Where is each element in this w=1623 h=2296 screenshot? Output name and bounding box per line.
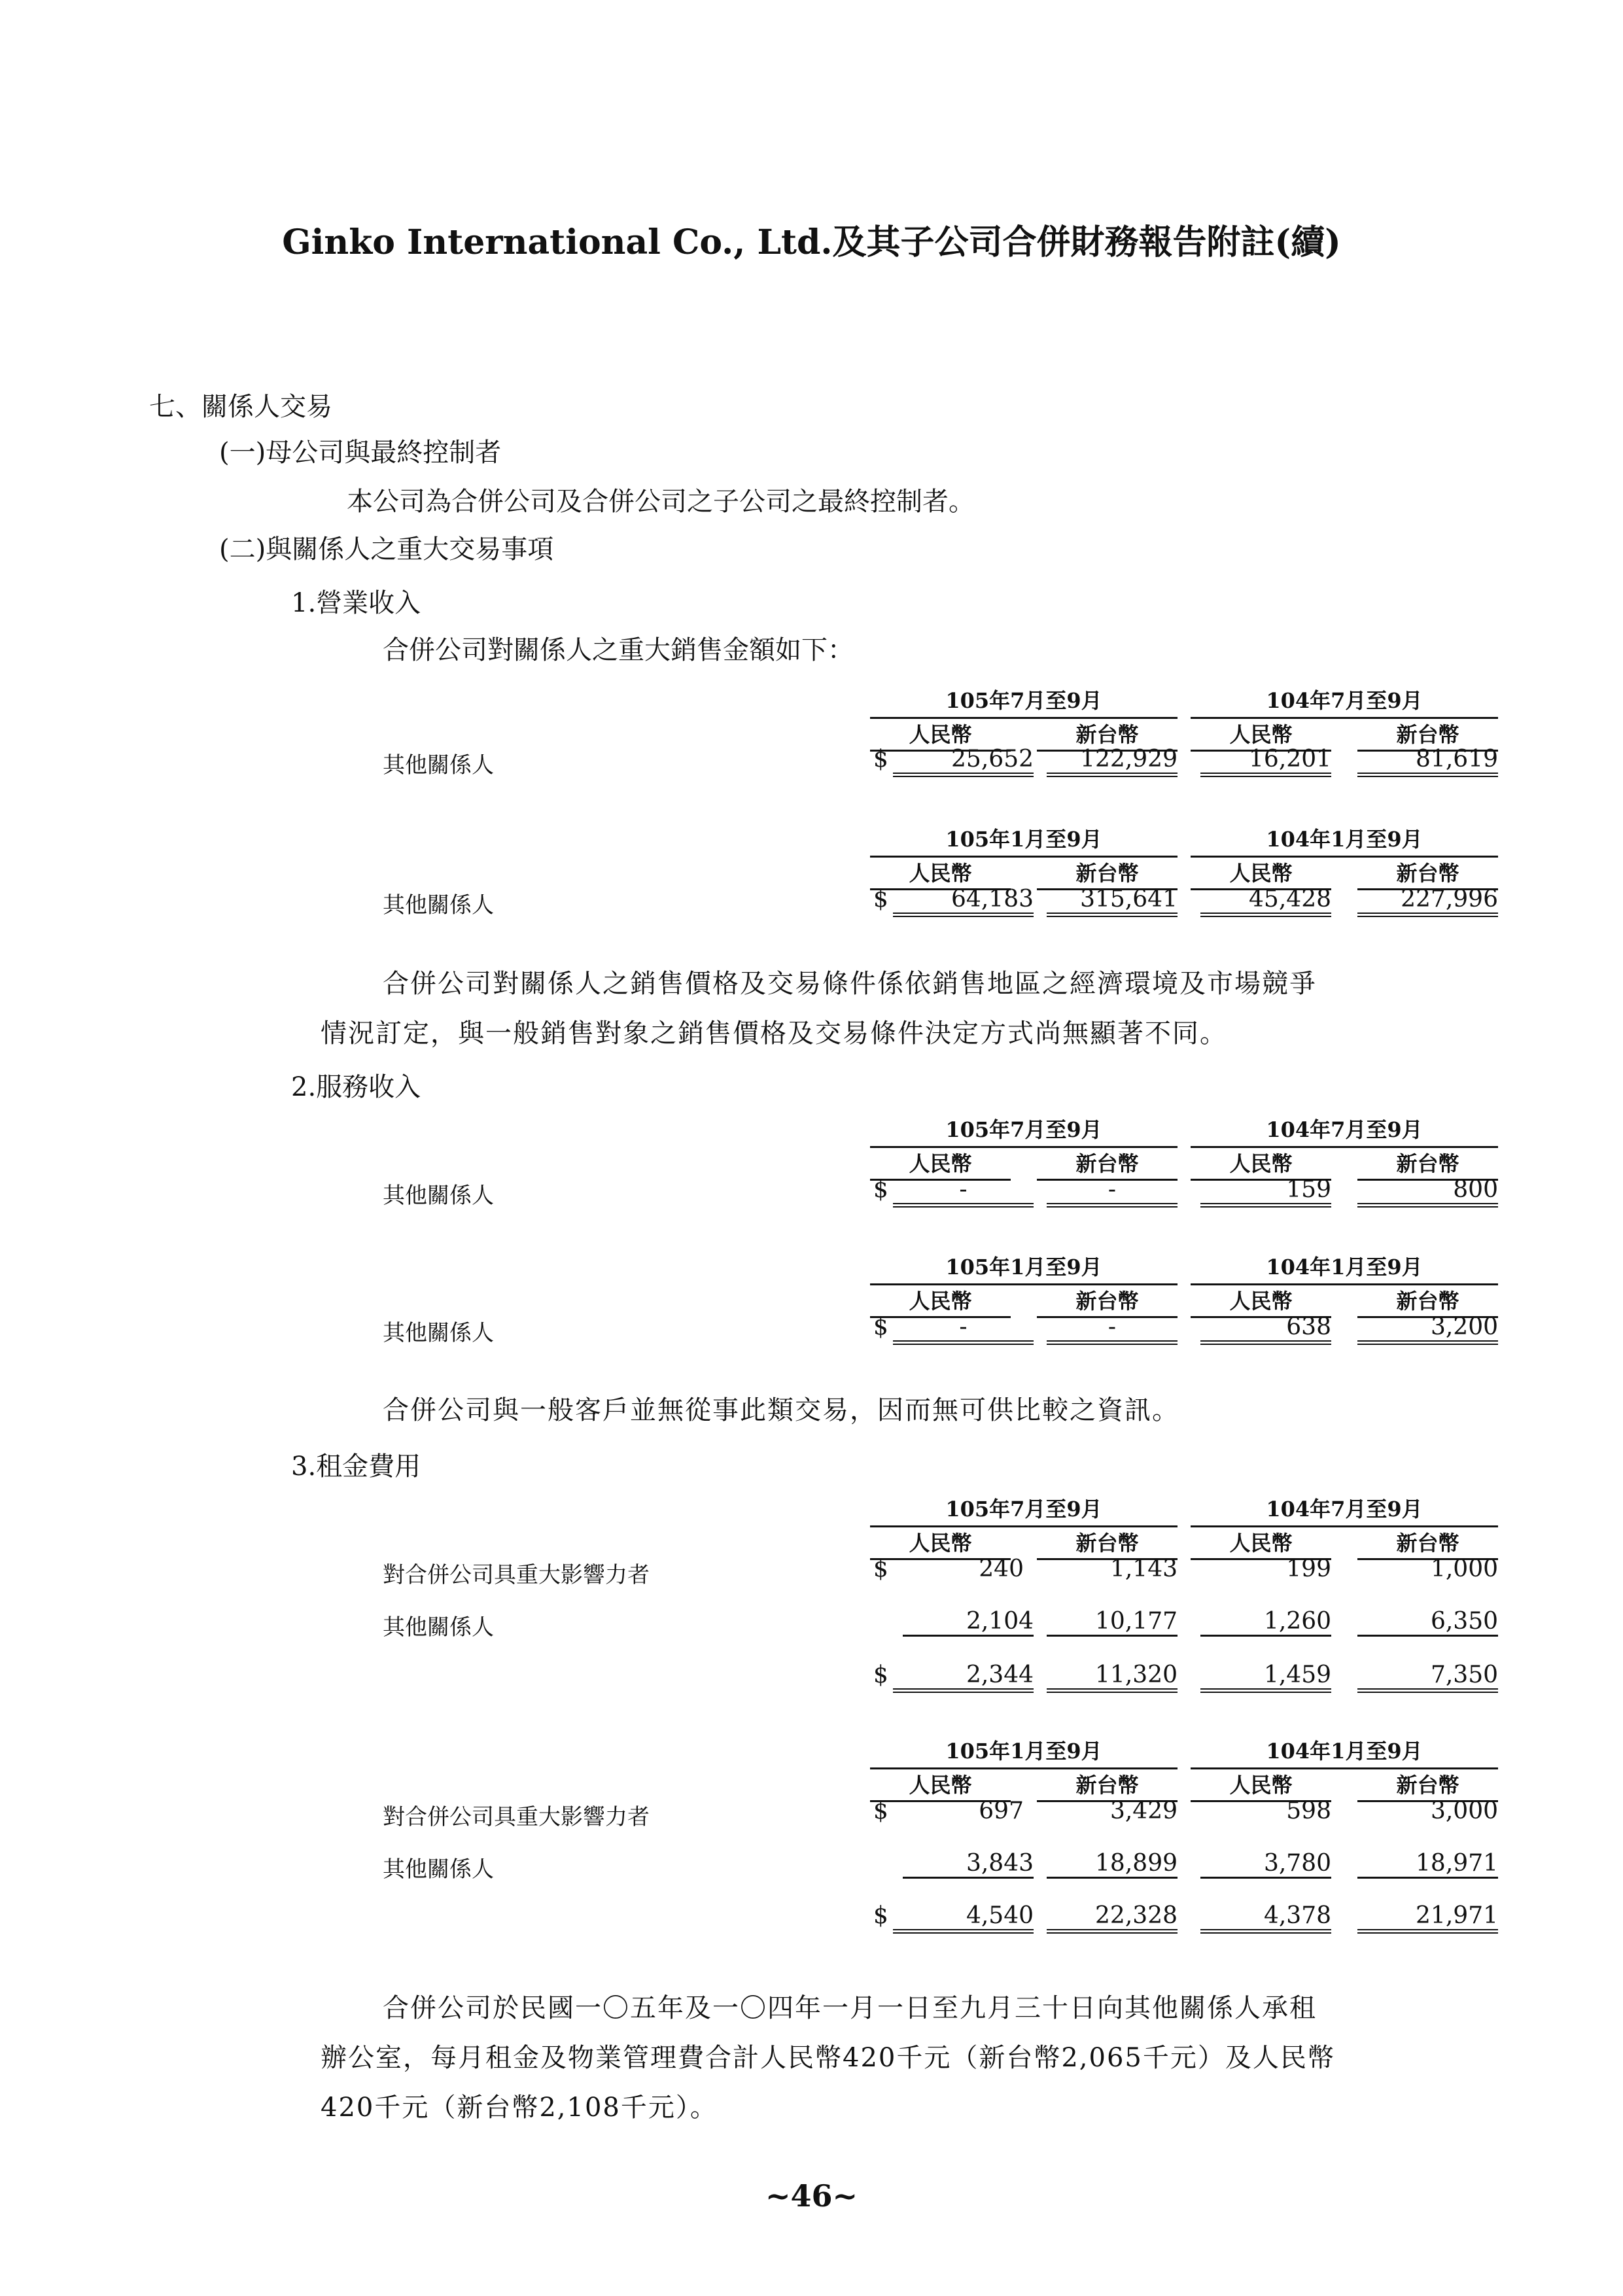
value-cell: 1,143 <box>1109 1556 1178 1582</box>
row-label: 其他關係人 <box>383 892 494 918</box>
sub2-heading: (二)與關係人之重大交易事項 <box>219 534 554 565</box>
value-cell: 3,429 <box>1109 1798 1178 1824</box>
value-cell: 45,428 <box>1200 886 1331 917</box>
item3-heading: 3.租金費用 <box>291 1452 421 1482</box>
sub1-heading: (一)母公司與最終控制者 <box>219 438 502 468</box>
value-cell: 1,260 <box>1200 1608 1331 1637</box>
sub1-text: 本公司為合併公司及合併公司之子公司之最終控制者。 <box>347 487 975 517</box>
value-cell: 3,780 <box>1200 1850 1331 1879</box>
dollar-sign: $ <box>873 1313 888 1340</box>
item3-note-line1: 合併公司於民國一〇五年及一〇四年一月一日至九月三十日向其他關係人承租 <box>383 1993 1317 2023</box>
dollar-sign: $ <box>873 1556 888 1582</box>
period-header: 105年1月至9月 <box>870 1251 1178 1285</box>
item2-note: 合併公司與一般客戶並無從事此類交易，因而無可供比較之資訊。 <box>383 1395 1179 1425</box>
total-cell: 11,320 <box>1047 1661 1178 1693</box>
currency-header: 人民幣 <box>1191 1769 1331 1802</box>
period-header: 105年7月至9月 <box>870 1493 1178 1527</box>
row-label: 其他關係人 <box>383 1856 494 1883</box>
currency-header: 人民幣 <box>1191 1147 1331 1181</box>
period-header: 104年7月至9月 <box>1191 1493 1498 1527</box>
currency-header: 新台幣 <box>1037 1527 1178 1560</box>
total-cell: 21,971 <box>1357 1902 1498 1934</box>
dollar-sign: $ <box>873 1798 888 1824</box>
period-header: 104年1月至9月 <box>1191 1251 1498 1285</box>
item3-note-line2: 辦公室，每月租金及物業管理費合計人民幣420千元（新台幣2,065千元）及人民幣 <box>321 2043 1335 2073</box>
value-cell: 1,000 <box>1430 1556 1498 1582</box>
value-cell: 16,201 <box>1200 746 1331 777</box>
currency-header: 新台幣 <box>1037 1147 1178 1181</box>
value-cell: 697 <box>979 1798 1024 1824</box>
value-cell: - <box>1047 1313 1178 1345</box>
dollar-sign: $ <box>873 746 888 773</box>
value-cell: 800 <box>1357 1176 1498 1208</box>
period-header: 104年1月至9月 <box>1191 823 1498 858</box>
value-cell: 227,996 <box>1357 886 1498 917</box>
currency-header: 人民幣 <box>870 1147 1011 1181</box>
value-cell: 3,200 <box>1357 1313 1498 1345</box>
value-cell: 199 <box>1286 1556 1331 1582</box>
currency-header: 人民幣 <box>1191 857 1331 890</box>
dollar-sign: $ <box>873 1176 888 1203</box>
value-cell: 598 <box>1286 1798 1331 1824</box>
currency-header: 新台幣 <box>1037 718 1178 752</box>
value-cell: 6,350 <box>1357 1608 1498 1637</box>
value-cell: 122,929 <box>1047 746 1178 777</box>
currency-header: 人民幣 <box>1191 718 1331 752</box>
currency-header: 新台幣 <box>1357 857 1498 890</box>
dollar-sign: $ <box>873 1902 888 1929</box>
row-label: 其他關係人 <box>383 752 494 778</box>
currency-header: 人民幣 <box>870 1769 1011 1802</box>
row-label: 對合併公司具重大影響力者 <box>383 1562 650 1588</box>
row-label: 其他關係人 <box>383 1183 494 1209</box>
page-number: ~46~ <box>765 2178 858 2214</box>
period-header: 105年1月至9月 <box>870 823 1178 858</box>
total-cell: 22,328 <box>1047 1902 1178 1934</box>
currency-header: 新台幣 <box>1037 1769 1178 1802</box>
value-cell: 3,000 <box>1430 1798 1498 1824</box>
total-cell: 2,344 <box>893 1661 1034 1693</box>
currency-header: 新台幣 <box>1357 1147 1498 1181</box>
total-cell: 4,540 <box>893 1902 1034 1934</box>
value-cell: 638 <box>1200 1313 1331 1345</box>
currency-header: 人民幣 <box>870 718 1011 752</box>
value-cell: - <box>893 1313 1034 1345</box>
value-cell: - <box>893 1176 1034 1208</box>
currency-header: 新台幣 <box>1357 1769 1498 1802</box>
row-label: 對合併公司具重大影響力者 <box>383 1804 650 1830</box>
total-cell: 4,378 <box>1200 1902 1331 1934</box>
currency-header: 新台幣 <box>1037 857 1178 890</box>
value-cell: 315,641 <box>1047 886 1178 917</box>
item1-note-line2: 情況訂定，與一般銷售對象之銷售價格及交易條件決定方式尚無顯著不同。 <box>321 1018 1227 1049</box>
period-header: 104年7月至9月 <box>1191 1113 1498 1148</box>
item1-intro: 合併公司對關係人之重大銷售金額如下： <box>383 635 854 665</box>
row-label: 其他關係人 <box>383 1614 494 1641</box>
page-title: Ginko International Co., Ltd.及其子公司合併財務報告附註(續) <box>282 222 1341 262</box>
item2-heading: 2.服務收入 <box>291 1072 421 1102</box>
item1-note-line1: 合併公司對關係人之銷售價格及交易條件係依銷售地區之經濟環境及市場競爭 <box>383 969 1317 999</box>
total-cell: 7,350 <box>1357 1661 1498 1693</box>
currency-header: 人民幣 <box>1191 1527 1331 1560</box>
value-cell: 240 <box>979 1556 1024 1582</box>
period-header: 104年1月至9月 <box>1191 1735 1498 1769</box>
value-cell: - <box>1047 1176 1178 1208</box>
value-cell: 25,652 <box>893 746 1034 777</box>
value-cell: 18,899 <box>1047 1850 1178 1879</box>
currency-header: 人民幣 <box>870 857 1011 890</box>
section-heading: 七、關係人交易 <box>149 392 332 422</box>
value-cell: 2,104 <box>903 1608 1034 1637</box>
currency-header: 人民幣 <box>870 1527 1011 1560</box>
currency-header: 新台幣 <box>1357 718 1498 752</box>
currency-header: 新台幣 <box>1357 1285 1498 1318</box>
total-cell: 1,459 <box>1200 1661 1331 1693</box>
value-cell: 64,183 <box>893 886 1034 917</box>
period-header: 105年7月至9月 <box>870 684 1178 719</box>
period-header: 105年1月至9月 <box>870 1735 1178 1769</box>
value-cell: 81,619 <box>1357 746 1498 777</box>
period-header: 104年7月至9月 <box>1191 684 1498 719</box>
currency-header: 新台幣 <box>1037 1285 1178 1318</box>
value-cell: 3,843 <box>903 1850 1034 1879</box>
dollar-sign: $ <box>873 886 888 913</box>
dollar-sign: $ <box>873 1661 888 1688</box>
value-cell: 10,177 <box>1047 1608 1178 1637</box>
currency-header: 人民幣 <box>1191 1285 1331 1318</box>
period-header: 105年7月至9月 <box>870 1113 1178 1148</box>
currency-header: 新台幣 <box>1357 1527 1498 1560</box>
value-cell: 18,971 <box>1357 1850 1498 1879</box>
value-cell: 159 <box>1200 1176 1331 1208</box>
item3-note-line3: 420千元（新台幣2,108千元）。 <box>321 2093 718 2123</box>
item1-heading: 1.營業收入 <box>291 588 421 618</box>
currency-header: 人民幣 <box>870 1285 1011 1318</box>
row-label: 其他關係人 <box>383 1320 494 1346</box>
